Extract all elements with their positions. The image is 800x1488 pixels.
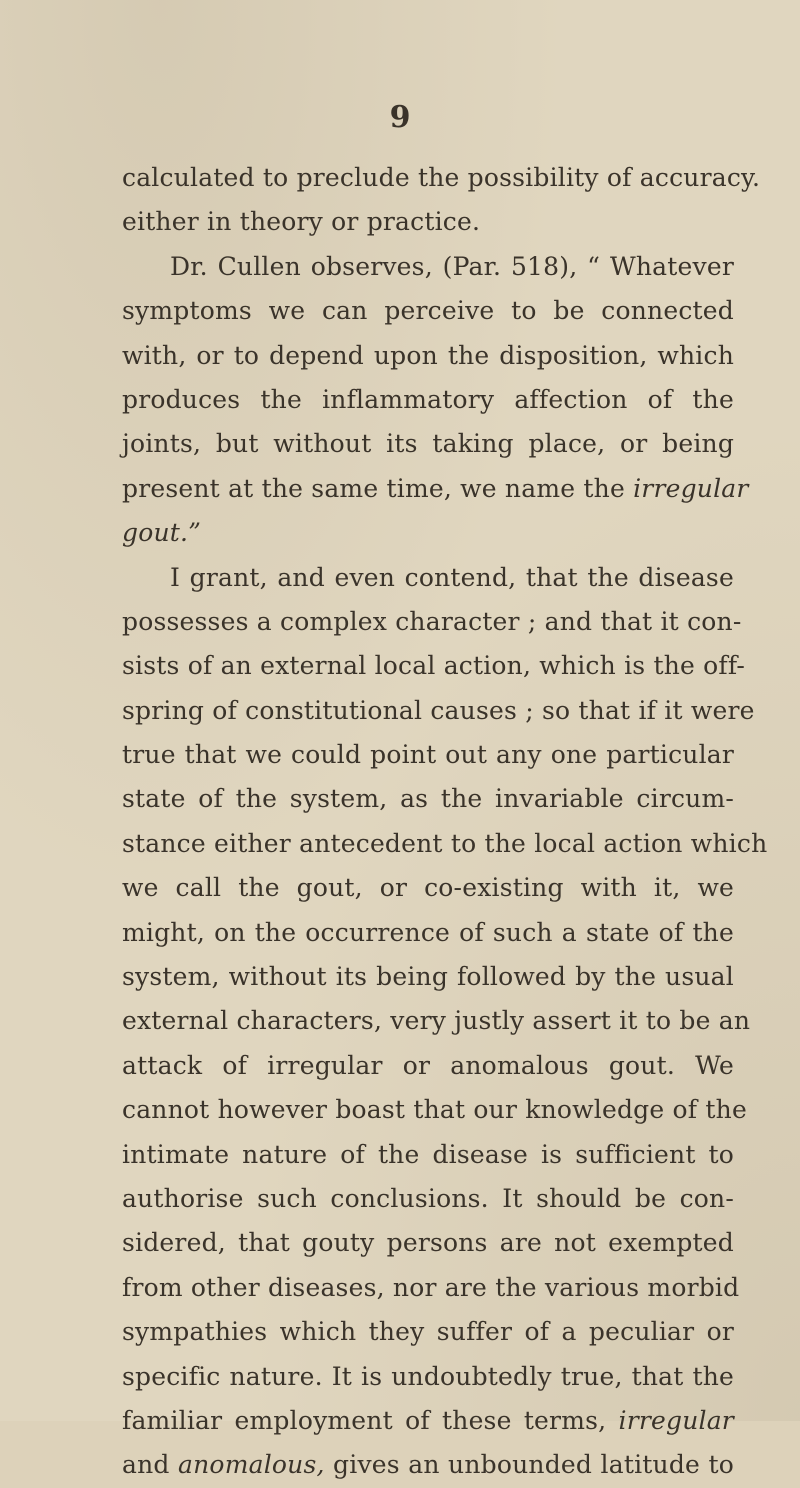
text-line: stance either antecedent to the local action which	[122, 828, 768, 858]
text-line: and anomalous, gives an unbounded latitude to	[122, 1450, 734, 1480]
text-line: with, or to depend upon the disposition, which	[122, 340, 735, 370]
text-line: external characters, very justly assert it to be an	[122, 1006, 751, 1036]
text-line: cannot however boast that our knowledge of the	[122, 1095, 747, 1125]
text-line: we call the gout, or co-existing with it, we	[122, 873, 735, 903]
page-number: 9	[389, 100, 411, 135]
text-line: intimate nature of the disease is sufficient to	[122, 1139, 735, 1169]
text-line: possesses a complex character ; and that it con-	[122, 606, 742, 636]
text-line: I grant, and even contend, that the disease	[170, 562, 734, 592]
text-line: produces the inflammatory affection of the	[122, 384, 734, 414]
text-line: familiar employment of these terms, irregular	[122, 1405, 734, 1435]
text-line: attack of irregular or anomalous gout. We	[122, 1050, 734, 1080]
text-line: Dr. Cullen observes, (Par. 518), “ Whatever	[170, 251, 734, 281]
text-line: state of the system, as the invariable circum-	[122, 784, 735, 814]
text-line: gout.”	[122, 518, 202, 548]
text-line: joints, but without its taking place, or being	[122, 429, 735, 459]
text-line: present at the same time, we name the irregular	[122, 473, 749, 503]
text-line: specific nature. It is undoubtedly true, that the	[122, 1361, 735, 1391]
text-line: either in theory or practice.	[122, 207, 481, 237]
text-line: calculated to preclude the possibility of accuracy.	[122, 163, 761, 192]
text-line: system, without its being followed by the usual	[122, 962, 734, 992]
text-line: sidered, that gouty persons are not exempted	[122, 1228, 734, 1258]
text-line: from other diseases, nor are the various morbid	[122, 1272, 740, 1302]
text-line: sists of an external local action, which is the off-	[122, 651, 746, 681]
body-text	[122, 156, 768, 1488]
text-line: symptoms we can perceive to be connected	[122, 296, 734, 326]
text-line: might, on the occurrence of such a state of the	[122, 917, 734, 947]
text-line: spring of constitutional causes ; so that if it were	[122, 695, 755, 725]
text-line: true that we could point out any one particular	[122, 740, 735, 770]
text-line: sympathies which they suffer of a peculiar or	[122, 1317, 734, 1347]
text-line: authorise such conclusions. It should be con-	[122, 1183, 734, 1213]
